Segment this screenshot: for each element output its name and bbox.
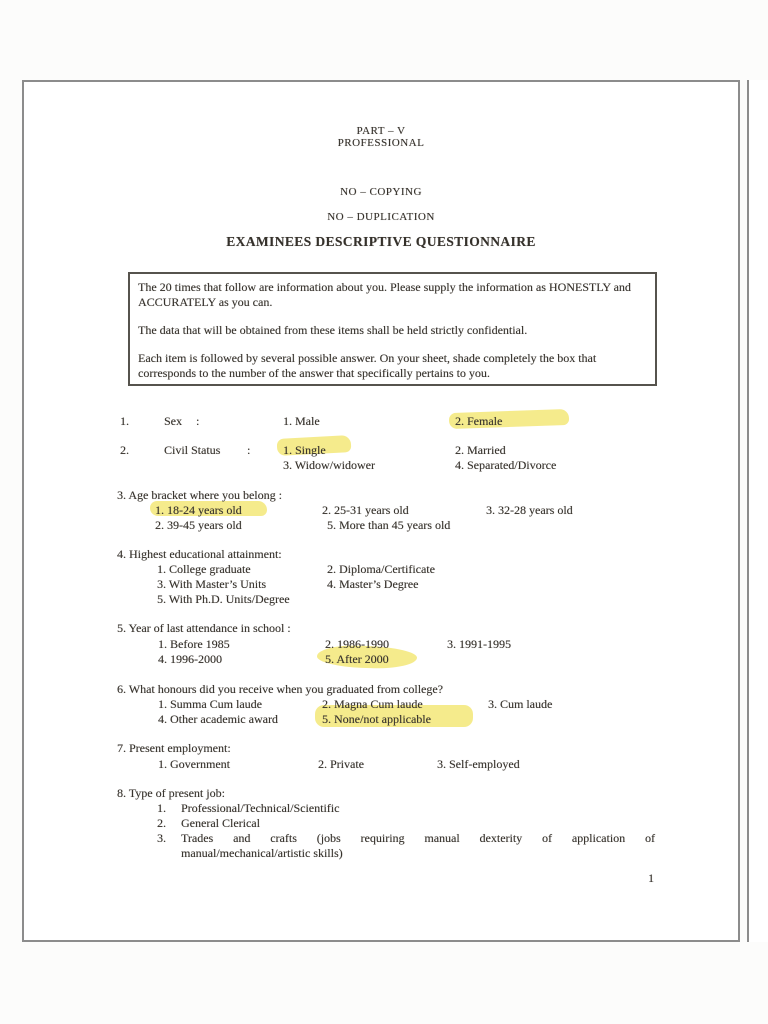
q2-label: Civil Status <box>164 443 221 457</box>
q5-stem: 5. Year of last attendance in school : <box>117 621 291 635</box>
q1-colon: : <box>196 414 200 428</box>
q3-option-2: 2. 25-31 years old <box>322 503 409 517</box>
q3-option-1: 1. 18-24 years old <box>155 503 242 517</box>
q6-option-1: 1. Summa Cum laude <box>158 697 262 711</box>
page-number: 1 <box>648 871 654 885</box>
q7-stem: 7. Present employment: <box>117 741 231 755</box>
part-heading: PART – V <box>356 125 406 137</box>
q2-option-married: 2. Married <box>455 443 506 457</box>
q6-option-3: 3. Cum laude <box>488 697 553 711</box>
page-title: EXAMINEES DESCRIPTIVE QUESTIONNAIRE <box>226 234 536 249</box>
next-page-edge <box>747 80 768 942</box>
instructions-paragraph-1: The 20 times that follow are information about you. Please supply the information as HONESTLY and ACCURATELY as you can. <box>138 280 631 309</box>
q1-number: 1. <box>120 414 129 428</box>
q4-option-5: 5. With Ph.D. Units/Degree <box>157 592 290 606</box>
q5-option-3: 3. 1991-1995 <box>447 637 511 651</box>
q2-option-single: 1. Single <box>283 443 326 457</box>
q8-item3-line2: manual/mechanical/artistic skills) <box>181 846 343 860</box>
instructions-paragraph-3: Each item is followed by several possible answer. On your sheet, shade completely the box that corresponds to the number of the answer that specifically pertains to you. <box>138 351 597 380</box>
q4-option-4: 4. Master’s Degree <box>327 577 419 591</box>
program-heading: PROFESSIONAL <box>337 137 425 149</box>
q8-item3-number: 3. <box>157 831 166 845</box>
q5-option-5: 5. After 2000 <box>325 652 389 666</box>
q7-option-2: 2. Private <box>318 757 364 771</box>
q3-stem: 3. Age bracket where you belong : <box>117 488 282 502</box>
q1-option-male: 1. Male <box>283 414 320 428</box>
q4-stem: 4. Highest educational attainment: <box>117 547 282 561</box>
q2-number: 2. <box>120 443 129 457</box>
q5-option-1: 1. Before 1985 <box>158 637 230 651</box>
q6-option-2: 2. Magna Cum laude <box>322 697 423 711</box>
q1-label: Sex <box>164 414 182 428</box>
no-duplication-notice: NO – DUPLICATION <box>327 211 435 223</box>
q8-item2: General Clerical <box>181 816 260 830</box>
q8-item3-line1: Trades and crafts (jobs requiring manual dexterity of application of <box>181 831 655 845</box>
instructions-box <box>128 272 657 386</box>
q8-item1-number: 1. <box>157 801 166 815</box>
q3-option-3: 3. 32-28 years old <box>486 503 573 517</box>
q5-option-4: 4. 1996-2000 <box>158 652 222 666</box>
q6-stem: 6. What honours did you receive when you graduated from college? <box>117 682 444 696</box>
q2-option-widow: 3. Widow/widower <box>283 458 375 472</box>
q8-item2-number: 2. <box>157 816 166 830</box>
q7-option-3: 3. Self-employed <box>437 757 520 771</box>
q4-option-3: 3. With Master’s Units <box>157 577 267 591</box>
q8-item1: Professional/Technical/Scientific <box>181 801 340 815</box>
q6-option-4: 4. Other academic award <box>158 712 278 726</box>
q3-option-4: 2. 39-45 years old <box>155 518 242 532</box>
q4-option-2: 2. Diploma/Certificate <box>327 562 435 576</box>
q6-option-5: 5. None/not applicable <box>322 712 431 726</box>
q1-option-female: 2. Female <box>455 414 503 428</box>
q2-colon: : <box>247 443 251 457</box>
q2-option-separated: 4. Separated/Divorce <box>455 458 557 472</box>
q5-option-2: 2. 1986-1990 <box>325 637 389 651</box>
instructions-paragraph-2: The data that will be obtained from these items shall be held strictly confidential. <box>138 323 528 337</box>
q3-option-5: 5. More than 45 years old <box>327 518 451 532</box>
q8-stem: 8. Type of present job: <box>117 786 225 800</box>
q7-option-1: 1. Government <box>158 757 230 771</box>
q4-option-1: 1. College graduate <box>157 562 251 576</box>
no-copying-notice: NO – COPYING <box>340 186 422 198</box>
